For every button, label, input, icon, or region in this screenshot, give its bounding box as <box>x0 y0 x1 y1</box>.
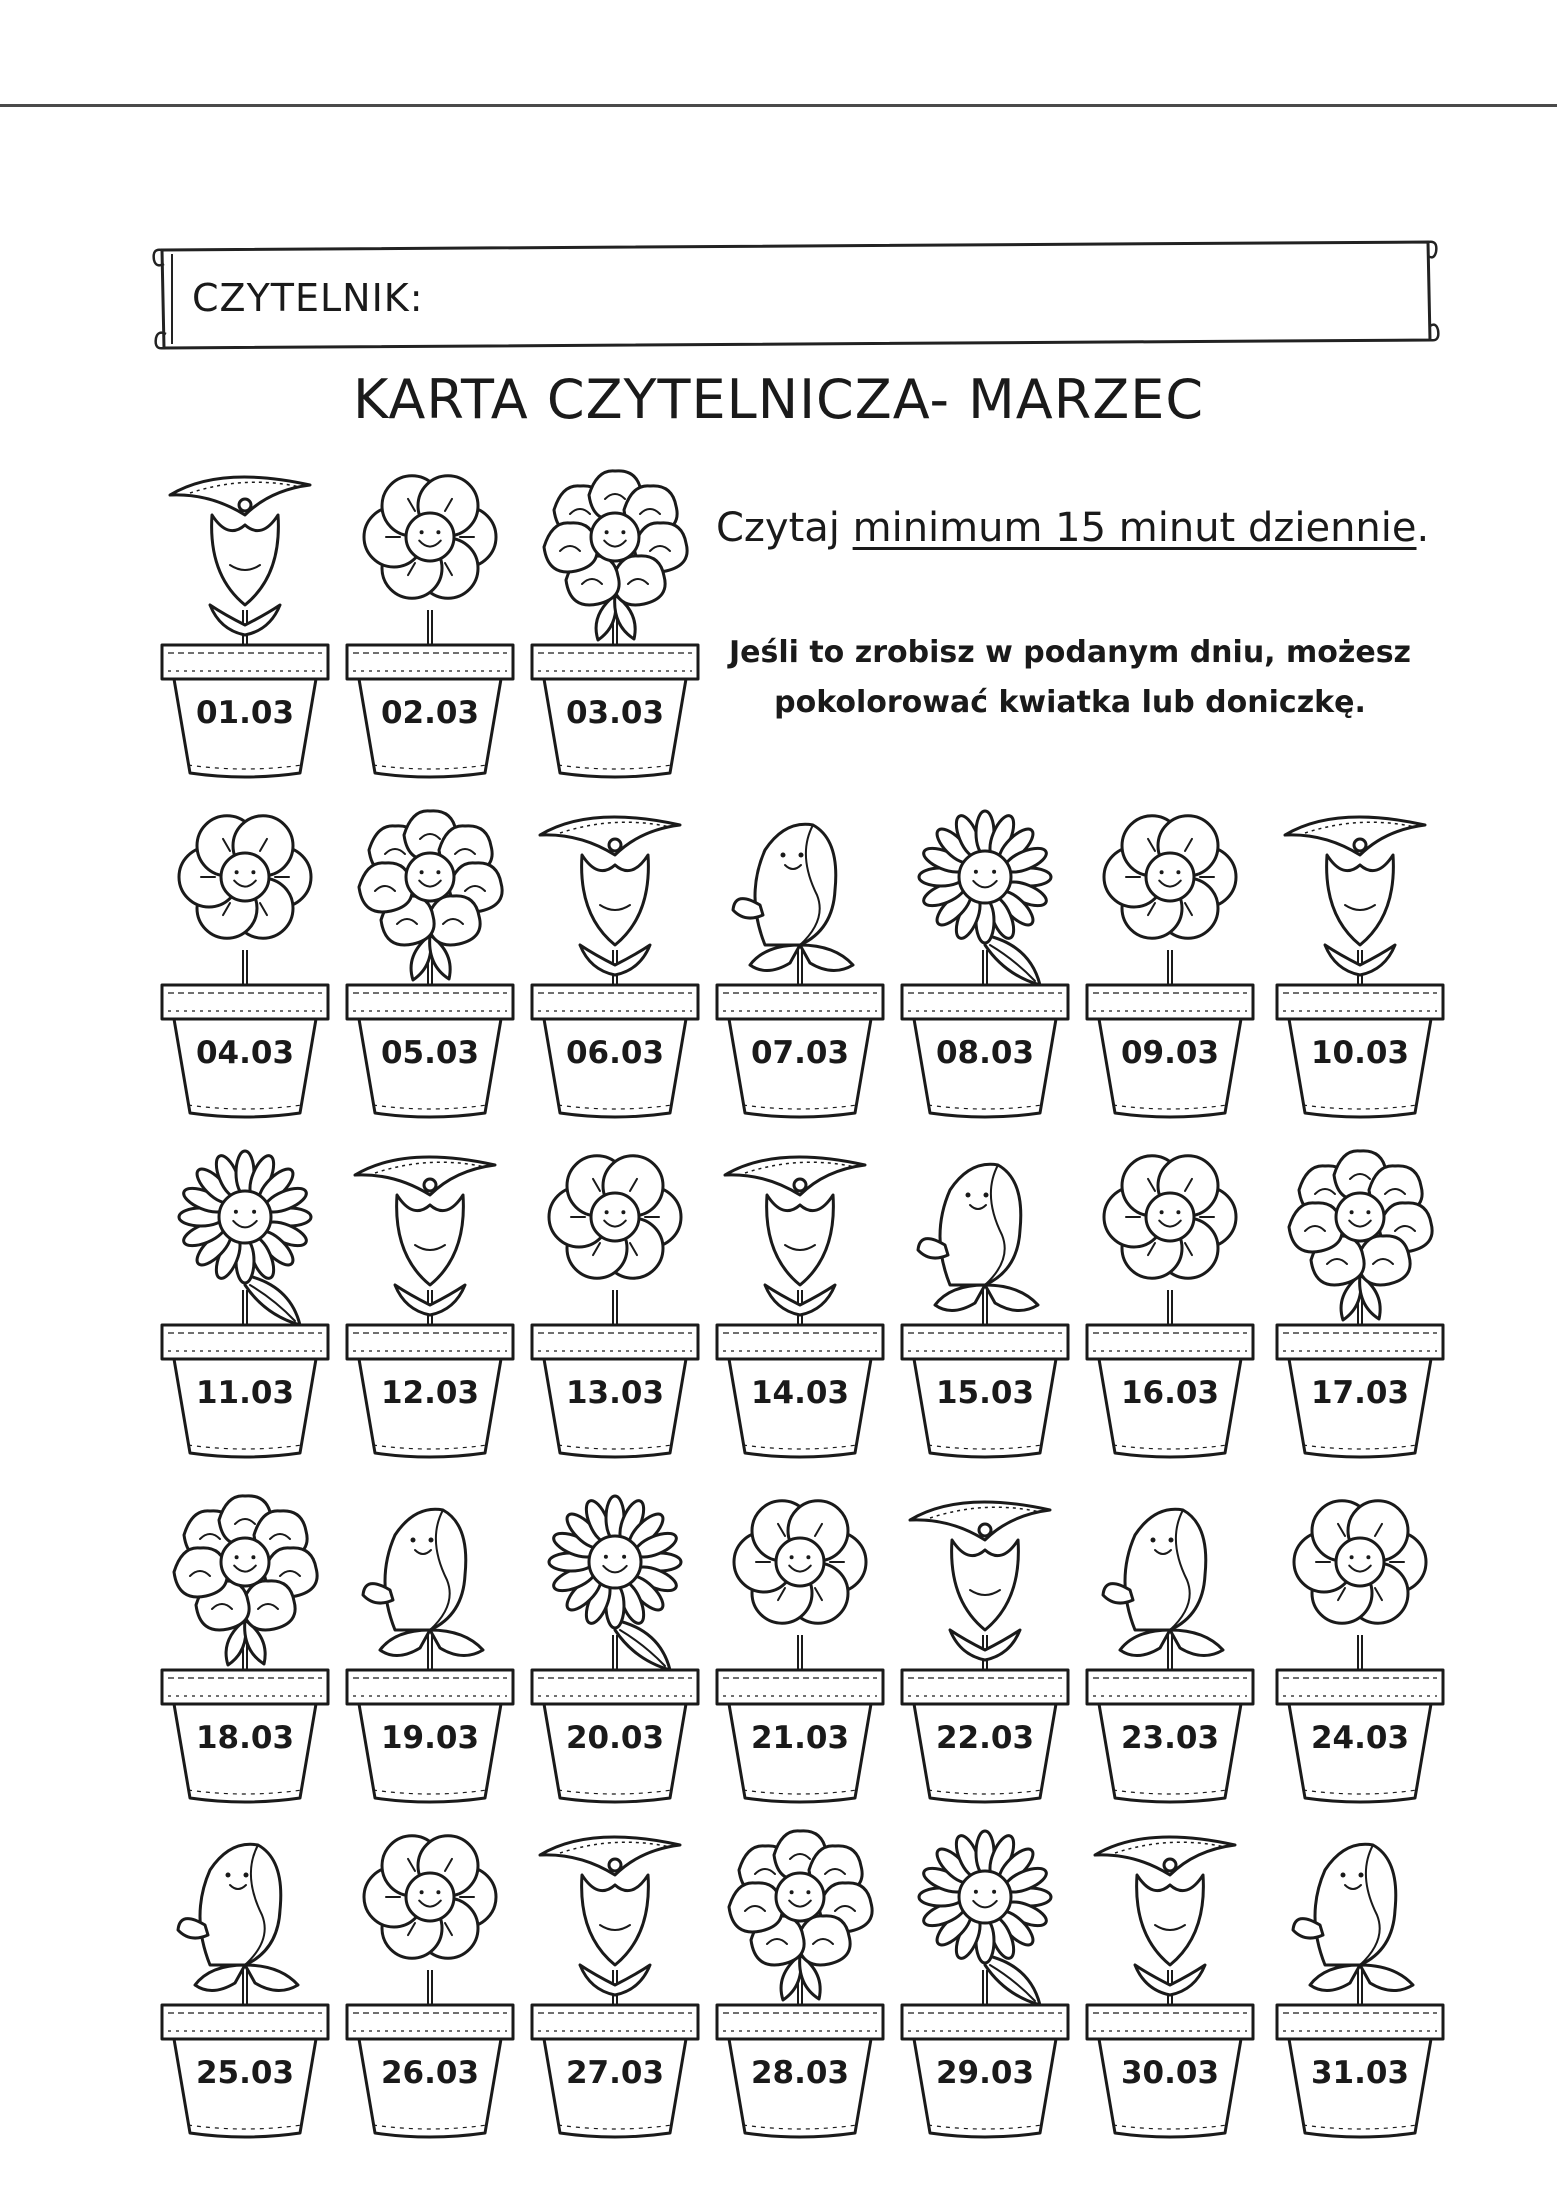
day-label: 01.03 <box>195 695 295 731</box>
day-label: 15.03 <box>935 1375 1035 1411</box>
day-pot-10.03 <box>1265 795 1455 1125</box>
reader-name-banner <box>150 232 1435 350</box>
day-pot-12.03 <box>335 1135 525 1465</box>
tulip-icon <box>335 1135 525 1465</box>
round-flower-icon <box>335 1815 525 2145</box>
day-pot-29.03 <box>890 1815 1080 2145</box>
day-pot-01.03 <box>150 455 340 785</box>
day-label: 28.03 <box>750 2055 850 2091</box>
tulip-icon <box>1075 1815 1265 2145</box>
day-pot-21.03 <box>705 1480 895 1810</box>
note-line-2: pokolorować kwiatka lub doniczkę. <box>774 685 1366 720</box>
daisy-icon <box>890 1815 1080 2145</box>
day-pot-24.03 <box>1265 1480 1455 1810</box>
day-label: 18.03 <box>195 1720 295 1756</box>
day-label: 19.03 <box>380 1720 480 1756</box>
day-pot-07.03 <box>705 795 895 1125</box>
daisy-icon <box>150 1135 340 1465</box>
day-label: 09.03 <box>1120 1035 1220 1071</box>
day-label: 30.03 <box>1120 2055 1220 2091</box>
round-flower-icon <box>335 455 525 785</box>
day-label: 22.03 <box>935 1720 1035 1756</box>
daisy-icon <box>890 795 1080 1125</box>
reading-instruction <box>716 505 1429 551</box>
day-pot-20.03 <box>520 1480 710 1810</box>
note-line-1: Jeśli to zrobisz w podanym dniu, możesz <box>728 635 1412 670</box>
round-flower-icon <box>1075 795 1265 1125</box>
day-pot-09.03 <box>1075 795 1265 1125</box>
day-label: 13.03 <box>565 1375 665 1411</box>
day-pot-02.03 <box>335 455 525 785</box>
day-label: 11.03 <box>195 1375 295 1411</box>
rose-bud-icon <box>335 1480 525 1810</box>
day-label: 05.03 <box>380 1035 480 1071</box>
day-pot-26.03 <box>335 1815 525 2145</box>
rose-bud-icon <box>1075 1480 1265 1810</box>
day-label: 04.03 <box>195 1035 295 1071</box>
day-pot-27.03 <box>520 1815 710 2145</box>
day-pot-14.03 <box>705 1135 895 1465</box>
rose-bud-icon <box>1265 1815 1455 2145</box>
day-pot-19.03 <box>335 1480 525 1810</box>
tulip-icon <box>520 795 710 1125</box>
day-label: 26.03 <box>380 2055 480 2091</box>
day-pot-30.03 <box>1075 1815 1265 2145</box>
day-label: 16.03 <box>1120 1375 1220 1411</box>
day-pot-13.03 <box>520 1135 710 1465</box>
day-pot-16.03 <box>1075 1135 1265 1465</box>
instruction-prefix: Czytaj <box>716 505 840 551</box>
ruffled-flower-icon <box>705 1815 895 2145</box>
coloring-note <box>700 628 1440 728</box>
day-pot-31.03 <box>1265 1815 1455 2145</box>
round-flower-icon <box>1075 1135 1265 1465</box>
instruction-suffix: . <box>1416 505 1430 551</box>
day-label: 29.03 <box>935 2055 1035 2091</box>
tulip-icon <box>890 1480 1080 1810</box>
day-label: 07.03 <box>750 1035 850 1071</box>
day-pot-08.03 <box>890 795 1080 1125</box>
day-label: 12.03 <box>380 1375 480 1411</box>
day-label: 08.03 <box>935 1035 1035 1071</box>
day-pot-04.03 <box>150 795 340 1125</box>
day-label: 10.03 <box>1310 1035 1410 1071</box>
rose-bud-icon <box>705 795 895 1125</box>
rose-bud-icon <box>150 1815 340 2145</box>
day-pot-05.03 <box>335 795 525 1125</box>
round-flower-icon <box>150 795 340 1125</box>
page-title: KARTA CZYTELNICZA- MARZEC <box>352 368 1205 431</box>
day-label: 27.03 <box>565 2055 665 2091</box>
round-flower-icon <box>705 1480 895 1810</box>
ruffled-flower-icon <box>520 455 710 785</box>
tulip-icon <box>150 455 340 785</box>
day-pot-28.03 <box>705 1815 895 2145</box>
day-pot-18.03 <box>150 1480 340 1810</box>
day-pot-06.03 <box>520 795 710 1125</box>
day-pot-15.03 <box>890 1135 1080 1465</box>
day-pot-11.03 <box>150 1135 340 1465</box>
reader-label: CZYTELNIK: <box>192 276 424 320</box>
day-label: 06.03 <box>565 1035 665 1071</box>
day-pot-25.03 <box>150 1815 340 2145</box>
day-label: 20.03 <box>565 1720 665 1756</box>
tulip-icon <box>705 1135 895 1465</box>
day-label: 21.03 <box>750 1720 850 1756</box>
day-pot-17.03 <box>1265 1135 1455 1465</box>
day-pot-22.03 <box>890 1480 1080 1810</box>
day-label: 02.03 <box>380 695 480 731</box>
day-pot-23.03 <box>1075 1480 1265 1810</box>
day-label: 03.03 <box>565 695 665 731</box>
day-pot-03.03 <box>520 455 710 785</box>
round-flower-icon <box>520 1135 710 1465</box>
day-label: 31.03 <box>1310 2055 1410 2091</box>
scan-edge-line <box>0 104 1557 107</box>
day-label: 17.03 <box>1310 1375 1410 1411</box>
day-label: 25.03 <box>195 2055 295 2091</box>
daisy-icon <box>520 1480 710 1810</box>
rose-bud-icon <box>890 1135 1080 1465</box>
day-label: 14.03 <box>750 1375 850 1411</box>
tulip-icon <box>1265 795 1455 1125</box>
round-flower-icon <box>1265 1480 1455 1810</box>
day-label: 24.03 <box>1310 1720 1410 1756</box>
ruffled-flower-icon <box>335 795 525 1125</box>
ruffled-flower-icon <box>150 1480 340 1810</box>
ruffled-flower-icon <box>1265 1135 1455 1465</box>
instruction-underlined: minimum 15 minut dziennie <box>852 505 1417 551</box>
tulip-icon <box>520 1815 710 2145</box>
day-label: 23.03 <box>1120 1720 1220 1756</box>
